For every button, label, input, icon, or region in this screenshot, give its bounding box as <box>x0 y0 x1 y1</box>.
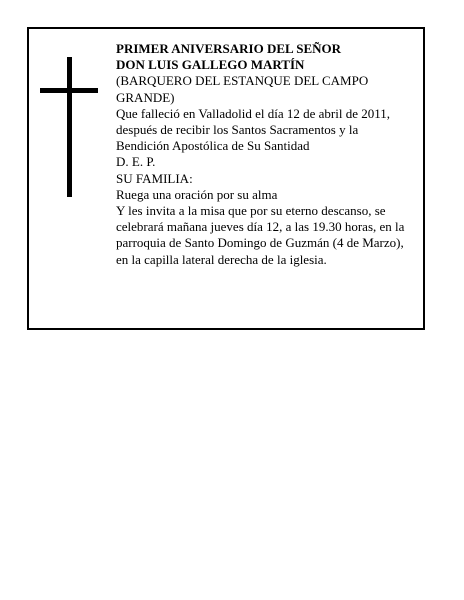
subtitle-line-1: (BARQUERO DEL ESTANQUE DEL CAMPO <box>116 73 369 89</box>
death-line-2: después de recibir los Santos Sacramentos y la <box>116 122 359 138</box>
cross-vertical-bar <box>67 57 72 197</box>
subtitle-line-2: GRANDE) <box>116 89 175 105</box>
cross-horizontal-bar <box>40 88 98 93</box>
latin-cross-icon <box>40 57 98 197</box>
mass-line-4: en la capilla lateral derecha de la iglesia. <box>116 251 327 267</box>
death-line-3: Bendición Apostólica de Su Santidad <box>116 138 310 154</box>
obituary-notice <box>27 27 425 330</box>
rip-text: D. E. P. <box>116 154 156 170</box>
family-label: SU FAMILIA: <box>116 170 193 186</box>
heading-line-1: PRIMER ANIVERSARIO DEL SEÑOR <box>116 41 342 56</box>
prayer-text: Ruega una oración por su alma <box>116 186 278 202</box>
mass-line-2: celebrará mañana jueves día 12, a las 19.30 horas, en la <box>116 219 405 235</box>
deceased-name: DON LUIS GALLEGO MARTÍN <box>116 57 305 73</box>
death-line-1: Que falleció en Valladolid el día 12 de abril de 2011, <box>116 105 390 121</box>
mass-line-1: Y les invita a la misa que por su eterno descanso, se <box>116 203 386 219</box>
mass-line-3: parroquia de Santo Domingo de Guzmán (4 de Marzo), <box>116 235 404 251</box>
notice-text <box>116 41 421 268</box>
